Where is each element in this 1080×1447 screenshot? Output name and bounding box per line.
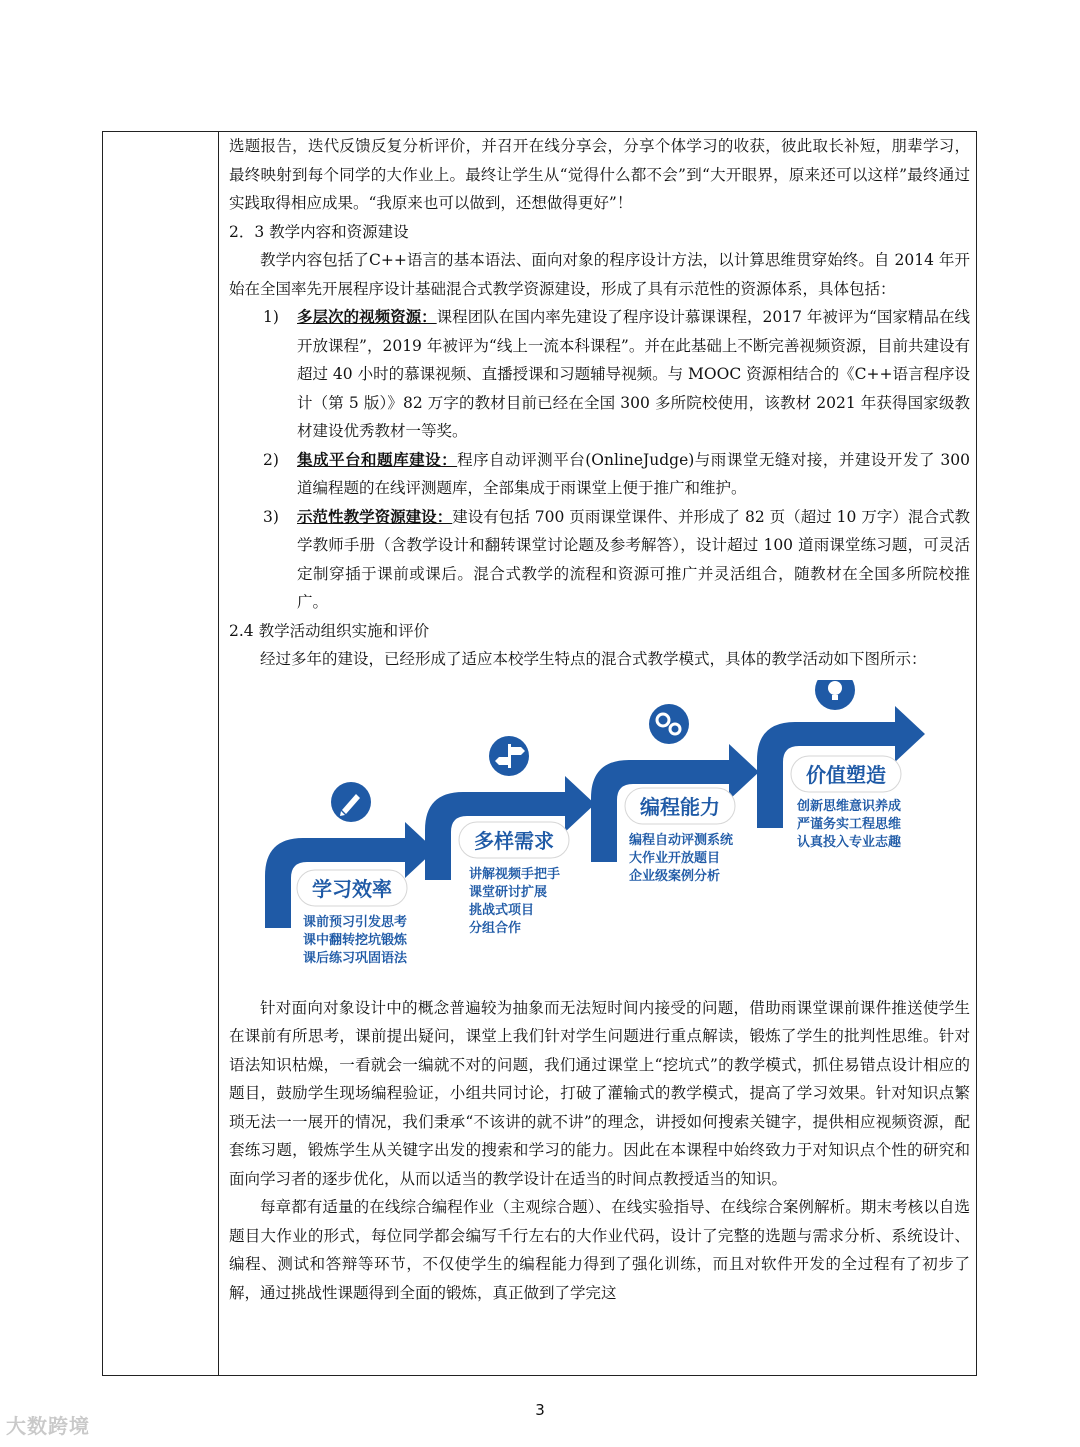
step-line: 大作业开放题目 (629, 850, 721, 866)
list-number: 2) (263, 450, 279, 469)
watermark: 大数跨境 (6, 1414, 90, 1438)
step-line: 分组合作 (469, 920, 522, 936)
list-number: 1) (263, 308, 279, 326)
step-line: 认真投入专业志趣 (797, 834, 902, 850)
step-line: 编程自动评测系统 (629, 832, 734, 848)
list-item (229, 303, 970, 446)
list-number: 3) (263, 507, 279, 526)
step-line: 严谨务实工程思维 (797, 816, 902, 832)
list-text: 程序自动评测平台(OnlineJudge)与雨课堂无缝对接，并建设开发了 300 道编程题的在线评测题库，全部集成于雨课堂上便于推广和维护。 (297, 450, 970, 497)
step-line: 课后练习巩固语法 (303, 950, 408, 966)
signpost-icon (489, 736, 529, 776)
list-term: 集成平台和题库建设： (297, 449, 458, 469)
steps-svg (229, 680, 970, 980)
pen-icon (331, 782, 371, 822)
page-number: 3 (535, 1401, 545, 1419)
step-line: 创新思维意识养成 (797, 798, 902, 814)
step-line: 挑战式项目 (469, 902, 535, 918)
step-line: 企业级案例分析 (629, 868, 721, 884)
step-line: 课前预习引发思考 (303, 914, 408, 930)
table-content-cell (229, 132, 970, 1307)
step-line: 讲解视频手把手 (469, 866, 561, 882)
step-title: 编程能力 (640, 794, 720, 819)
step-title: 价值塑造 (806, 762, 886, 787)
step-title: 学习效率 (312, 876, 392, 901)
list-term: 示范性教学资源建设： (297, 506, 453, 526)
section-heading-2-3: 2．3 教学内容和资源建设 (229, 222, 409, 241)
paragraph-assessment: 每章都有适量的在线综合编程作业（主观综合题）、在线实验指导、在线综合案例解析。期末考核以自选题目大作业的形式，每位同学都会编写千行左右的大作业代码，设计了完整的选题与需求分析、系统设计、编程、测试和答辩等环节，不仅使学生的编程能力得到了强化训练，而且对软件开发的全过程有了初步了解，通过挑战性课题得到全面的锻炼，真正做到了学完这 (229, 1198, 970, 1302)
step-title: 多样需求 (474, 828, 554, 853)
list-item (229, 503, 970, 617)
paragraph-activities: 经过多年的建设，已经形成了适应本校学生特点的混合式教学模式，具体的教学活动如下图所示： (260, 650, 927, 668)
step-line: 课中翻转挖坑锻炼 (303, 932, 408, 948)
list-text: 建设有包括 700 页雨课堂课件、并形成了 82 页（超过 10 万字）混合式教学教师手册（含教学设计和翻转课堂讨论题及参考解答），设计超过 100 道雨课堂练习题，可灵活定制穿插于课前或课后。混合式教学的流程和资源可推广并灵活组合，随教材在全国多所院校推广。 (297, 507, 970, 611)
paragraph-oop-approach: 针对面向对象设计中的概念普遍较为抽象而无法短时间内接受的问题，借助雨课堂课前课件推送使学生在课前有所思考，课前提出疑问，课堂上我们针对学生问题进行重点解读，锻炼了学生的批判性思维。针对语法知识枯燥，一看就会一编就不对的问题，我们通过课堂上“挖坑式”的教学模式，抓住易错点设计相应的题目，鼓励学生现场编程验证，小组共同讨论，打破了灌输式的教学模式，提高了学习效果。针对知识点繁琐无法一一展开的情况，我们秉承“不该讲的就不讲”的理念，讲授如何搜索关键字，提供相应视频资源，配套练习题，锻炼学生从关键字出发的搜索和学习的能力。因此在本课程中始终致力于对知识点个性的研究和面向学习者的逐步优化，从而以适当的教学设计在适当的时间点教授适当的知识。 (229, 998, 970, 1188)
list-text: 课程团队在国内率先建设了程序设计慕课课程，2017 年被评为“国家精品在线开放课程”，2019 年被评为“线上一流本科课程”。并在此基础上不断完善视频资源，目前共建设有超过 40 小时的慕课视频、直播授课和习题辅导视频。与 MOOC 资源相结合的《C++语言程序设计（第 5 版）》82 万字的教材目前已经在全国 300 多所院校使用，该教材 2021 年获得国家级教材建设优秀教材一等奖。 (297, 308, 970, 440)
teaching-steps-diagram (229, 680, 970, 980)
section-heading-2-4: 2.4 教学活动组织实施和评价 (229, 621, 430, 640)
step-line: 课堂研讨扩展 (469, 884, 548, 900)
lightbulb-icon (815, 680, 855, 710)
column-divider (218, 132, 219, 1375)
list-term: 多层次的视频资源： (297, 307, 437, 326)
paragraph-content: 教学内容包括了C++语言的基本语法、面向对象的程序设计方法，以计算思维贯穿始终。自 2014 年开始在全国率先开展程序设计基础混合式教学资源建设，形成了具有示范性的资源体系，具体包括： (229, 251, 970, 298)
paragraph-intro: 选题报告，迭代反馈反复分析评价，并召开在线分享会，分享个体学习的收获，彼此取长补短，朋辈学习，最终映射到每个同学的大作业上。最终让学生从“觉得什么都不会”到“大开眼界，原来还可以这样”最终通过实践取得相应成果。“我原来也可以做到，还想做得更好”！ (229, 137, 970, 212)
gears-icon (649, 704, 689, 744)
list-item (229, 446, 970, 503)
document-table (102, 131, 977, 1376)
